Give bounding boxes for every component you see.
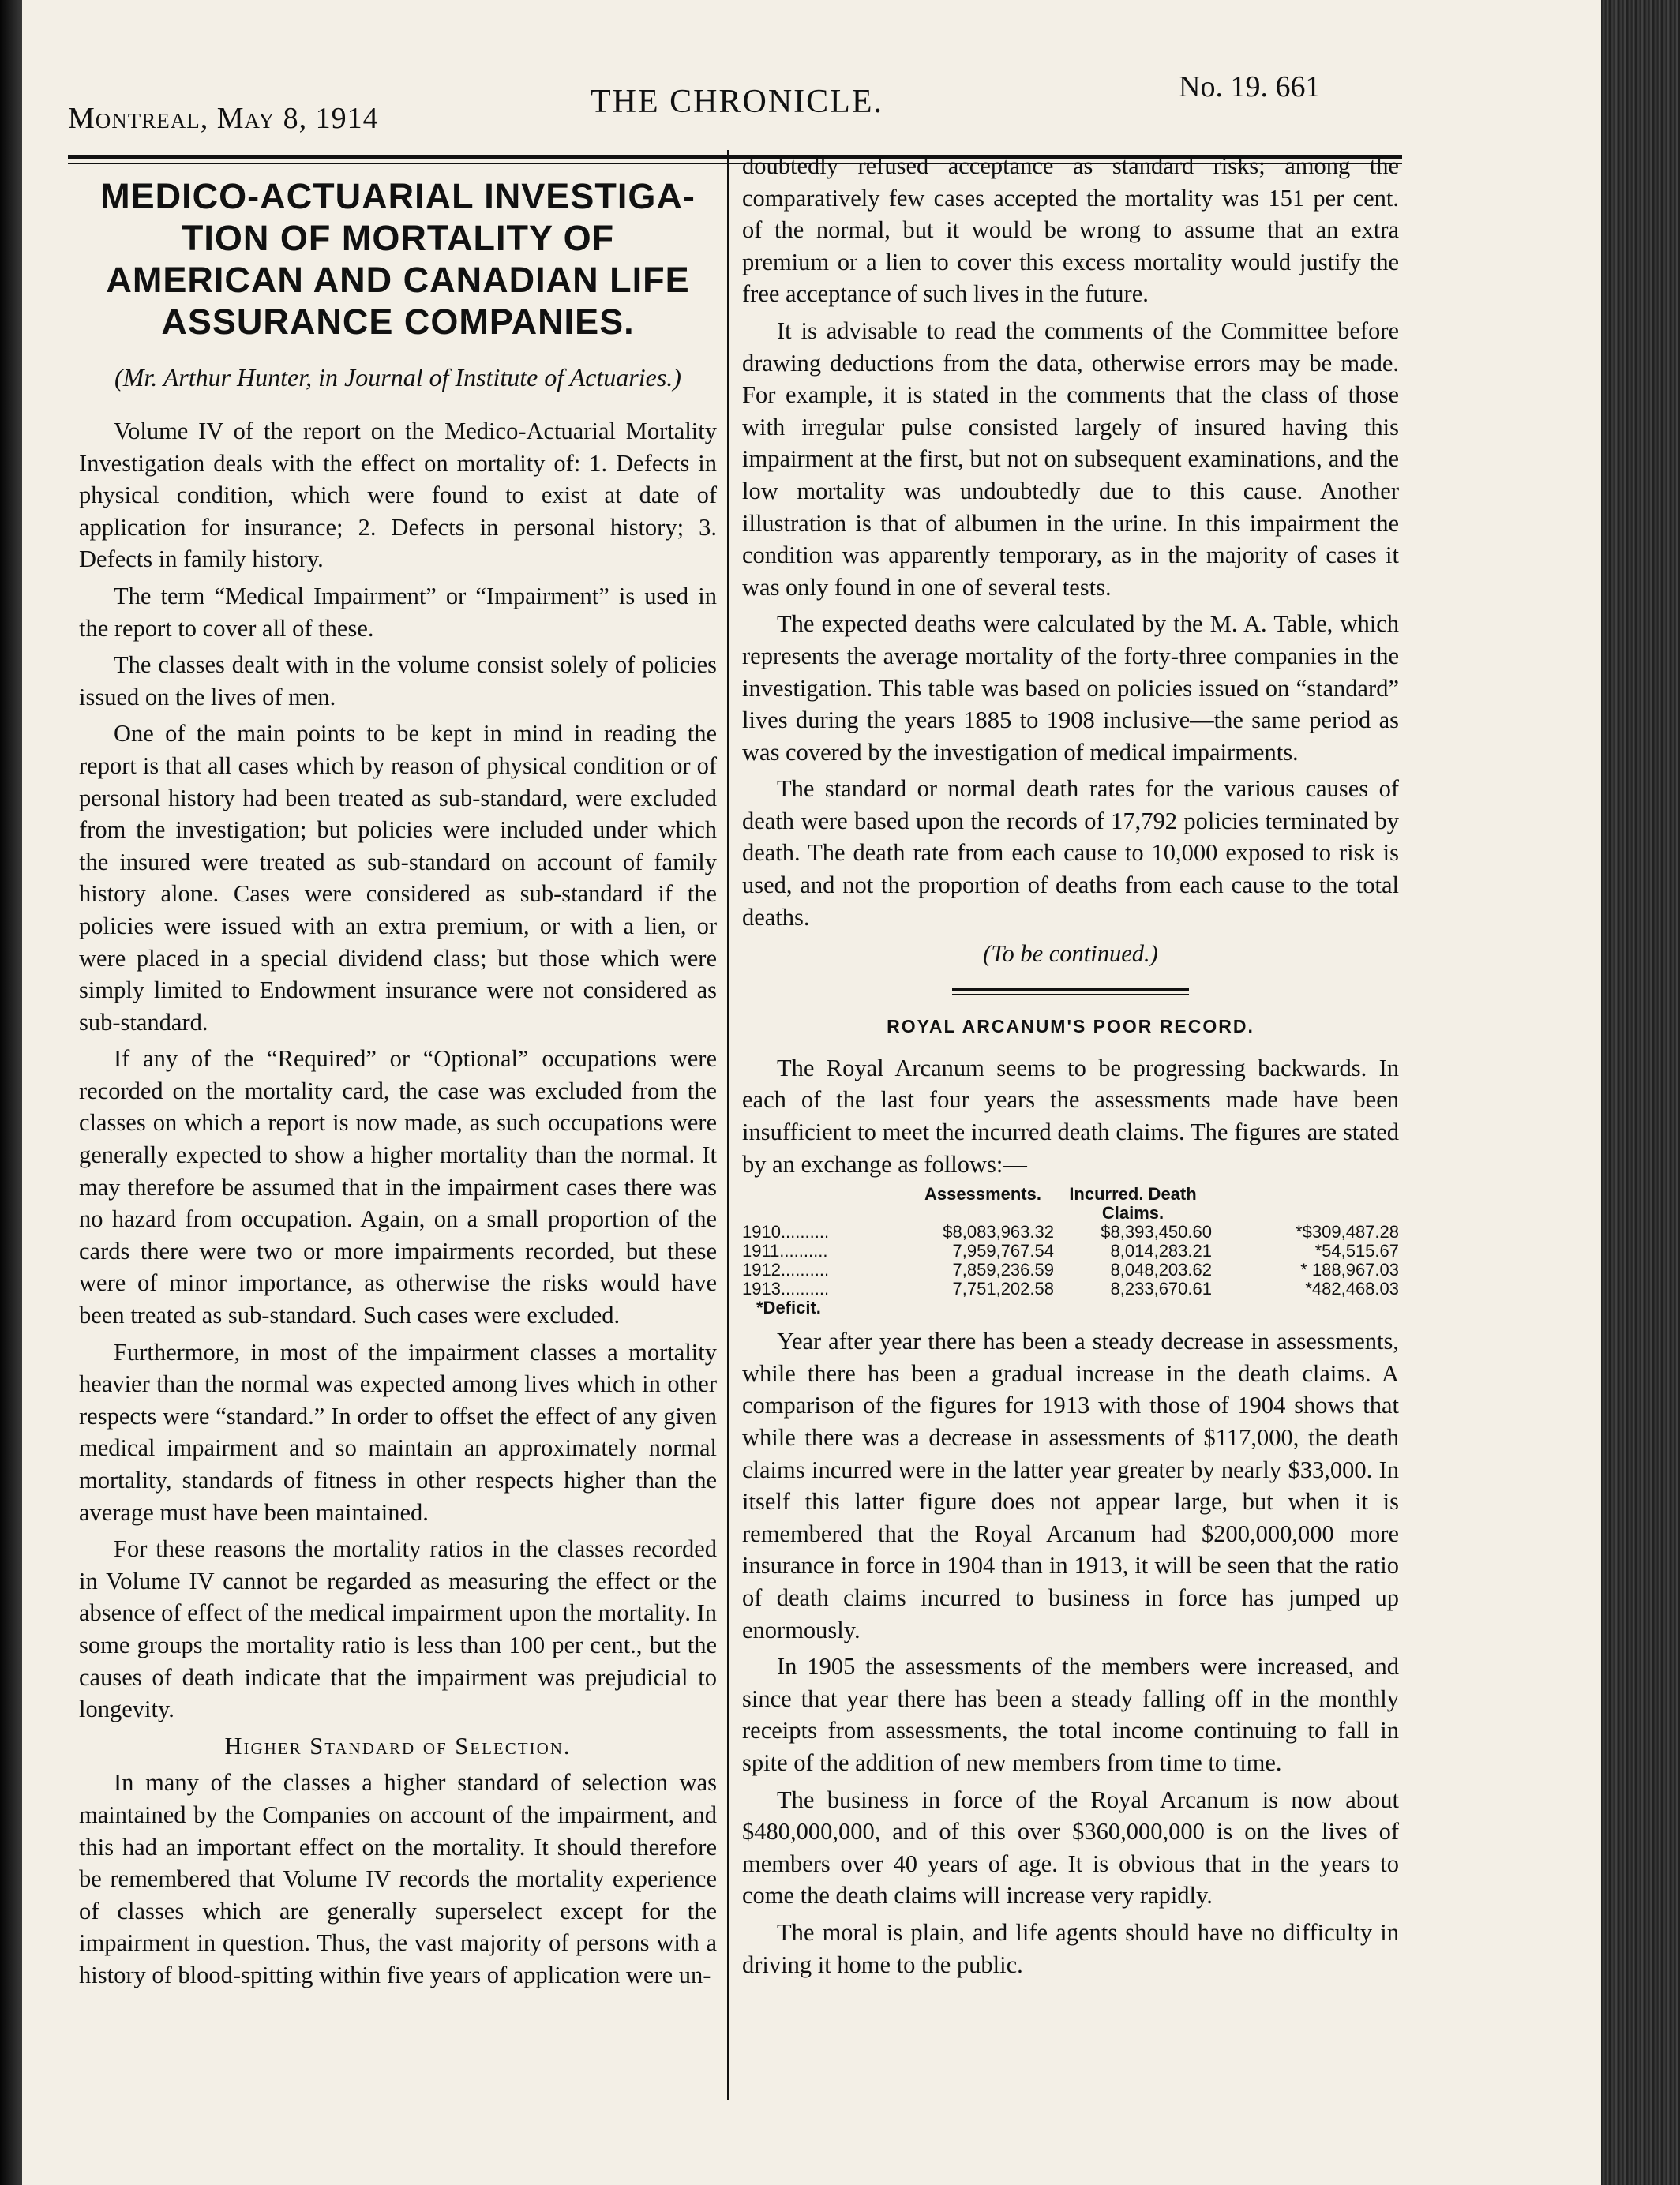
row-claims: 8,014,283.21 — [1110, 1241, 1212, 1261]
page-edge-stack — [1601, 0, 1680, 2185]
paragraph: The business in force of the Royal Arcanum is now about $480,000,000, and of this over $360,000,000 is on the lives of members over 40 years of age. It is obvious that in the years to come the death claims will increase very rapidly. — [742, 1786, 1399, 1910]
article-title-medico-actuarial: MEDICO-ACTUARIAL INVESTIGA-TION OF MORTALITY OF AMERICAN AND CANADIAN LIFE ASSURANCE COMPANIES. — [100, 176, 696, 342]
row-year: 1913.......... — [742, 1279, 830, 1299]
paragraph-continuation: doubtedly refused acceptance as standard risks; among the comparatively few cases accepted the mortality was 151 per cent. of the normal, but it would be wrong to assume that an extra premium or a lien to cover this excess mortality would justify the free acceptance of such lives in the future. — [742, 152, 1399, 308]
paragraph: The standard or normal death rates for the various causes of death were based upon the records of 17,792 policies terminated by death. The death rate from each cause to 10,000 exposed to risk is used, and not the proportion of deaths from each cause to the total deaths. — [742, 775, 1399, 931]
row-claims: 8,048,203.62 — [1110, 1260, 1212, 1280]
row-assessments: 7,859,236.59 — [952, 1260, 1054, 1280]
paragraph: In 1905 the assessments of the members were increased, and since that year there has been a steady falling off in the monthly receipts from assessments, the total income continuing to fall in spite of the addition of new members from time to time. — [742, 1653, 1399, 1776]
paragraph: The classes dealt with in the volume consist solely of policies issued on the lives of men. — [79, 651, 717, 710]
header-dateline: Montreal, May 8, 1914 — [68, 102, 379, 135]
figures-table — [742, 1185, 1399, 1317]
left-column — [79, 175, 717, 1996]
article-title-royal-arcanum: ROYAL ARCANUM'S POOR RECORD. — [887, 1015, 1254, 1036]
row-year: 1912.......... — [742, 1260, 830, 1280]
row-assessments: $8,083,963.32 — [943, 1222, 1054, 1242]
header-incurred-death-claims: Incurred. Death Claims. — [1069, 1184, 1197, 1224]
section-subhead: Higher Standard of Selection. — [224, 1732, 572, 1760]
newspaper-page — [22, 0, 1601, 2185]
paragraph: For these reasons the mortality ratios in the classes recorded in Volume IV cannot be regarded as measuring the effect or the absence of effect of the medical impairment upon the mortality. In some groups the mortality ratio is less than 100 per cent., but the causes of death indicate that the impairment was prejudicial to longevity. — [79, 1535, 717, 1723]
row-assessments: 7,751,202.58 — [952, 1279, 1054, 1299]
paragraph: In many of the classes a higher standard of selection was maintained by the Companies on account of the impairment, and this had an important effect on the mortality. It should therefore be remembered that Volume IV records the mortality experience of classes which are generally superselect except for the impairment in question. Thus, the vast majority of persons with a history of blood-spitting within five years of application were un- — [79, 1769, 717, 1988]
header-assessments: Assessments. — [924, 1184, 1041, 1205]
row-deficit: *482,468.03 — [1305, 1279, 1399, 1299]
row-assessments: 7,959,767.54 — [952, 1241, 1054, 1261]
row-year: 1911.......... — [742, 1241, 828, 1261]
table-row — [742, 1280, 1399, 1299]
table-footnote: *Deficit. — [756, 1298, 821, 1318]
to-be-continued: (To be continued.) — [983, 940, 1158, 968]
header-masthead: THE CHRONICLE. — [591, 84, 883, 120]
column-divider — [727, 150, 729, 2100]
paragraph: The moral is plain, and life agents should have no difficulty in driving it home to the public. — [742, 1918, 1399, 1978]
paragraph: Furthermore, in most of the impairment classes a mortality heavier than the normal was expected among lives which in other respects were “standard.” In order to offset the effect of any given medical impairment and so maintain an approximately normal mortality, standards of fitness in other respects higher than the average must have been maintained. — [79, 1338, 717, 1526]
book-binding — [0, 0, 22, 2185]
paragraph: One of the main points to be kept in mind in reading the report is that all cases which by reason of physical condition or of personal history had been treated as sub-standard, were excluded from the investigation; but policies were included under which the insured were treated as sub-standard on account of family history alone. Cases were considered as sub-standard if the policies were issued with an extra premium, or with a lien, or were placed in a special dividend class; but those which were simply limited to Endowment insurance were not considered as sub-standard. — [79, 720, 717, 1036]
article-byline: (Mr. Arthur Hunter, in Journal of Institute of Actuaries.) — [114, 363, 681, 392]
paragraph: It is advisable to read the comments of the Committee before drawing deductions from the data, otherwise errors may be made. For example, it is stated in the comments that the class of those with irregular pulse consisted largely of insured having this impairment at the first, but not on subsequent examinations, and the low mortality was undoubtedly due to this cause. Another illustration is that of albumen in the urine. In this impairment the condition was apparently temporary, as in the majority of cases it was only found in one of several tests. — [742, 317, 1399, 601]
row-year: 1910.......... — [742, 1222, 830, 1242]
paragraph: Year after year there has been a steady decrease in assessments, while there has been a gradual increase in the death claims. A comparison of the figures for 1913 with those of 1904 shows that while there was a decrease in assessments of $117,000, the death claims incurred were in the latter year greater by nearly $33,000. In itself this latter figure does not appear large, but when it is remembered that the Royal Arcanum had $200,000,000 more insurance in force in 1904 than in 1913, it will be seen that the ratio of death claims incurred to business in force has jumped up enormously. — [742, 1328, 1399, 1643]
row-claims: $8,393,450.60 — [1101, 1222, 1212, 1242]
row-deficit: *$309,487.28 — [1296, 1222, 1399, 1242]
paragraph: The expected deaths were calculated by the M. A. Table, which represents the average mortality of the forty-three companies in the investigation. This table was based on policies issued on “standard” lives during the years 1885 to 1908 inclusive—the same period as was covered by the investigation of medical impairments. — [742, 610, 1399, 766]
paragraph: The term “Medical Impairment” or “Impairment” is used in the report to cover all of these. — [79, 582, 717, 642]
table-row — [742, 1261, 1399, 1280]
table-row — [742, 1242, 1399, 1261]
paragraph: The Royal Arcanum seems to be progressing backwards. In each of the last four years the assessments made have been insufficient to meet the incurred death claims. The figures are stated by an exchange as follows:— — [742, 1054, 1399, 1178]
table-row — [742, 1223, 1399, 1242]
row-claims: 8,233,670.61 — [1110, 1279, 1212, 1299]
header-page-number: No. 19. 661 — [1179, 70, 1321, 103]
paragraph: If any of the “Required” or “Optional” occupations were recorded on the mortality card, the case was excluded from the classes on which a report is now made, as such occupations were generally expected to show a higher mortality than the normal. It may therefore be assumed that in the impairment cases there was no hazard from occupation. Again, on a small proportion of the cards there were two or more impairments recorded, but these were of minor importance, as otherwise the risks would have been treated as sub-standard. Such cases were excluded. — [79, 1045, 717, 1329]
row-deficit: *54,515.67 — [1314, 1241, 1399, 1261]
row-deficit: * 188,967.03 — [1300, 1260, 1399, 1280]
paragraph: Volume IV of the report on the Medico-Actuarial Mortality Investigation deals with the effect on mortality of: 1. Defects in physical condition, which were found to exist at date of application for insurance; 2. Defects in personal history; 3. Defects in family history. — [79, 418, 717, 573]
right-column — [742, 150, 1399, 1985]
table-header — [742, 1185, 1399, 1223]
article-separator-rule — [952, 988, 1189, 995]
